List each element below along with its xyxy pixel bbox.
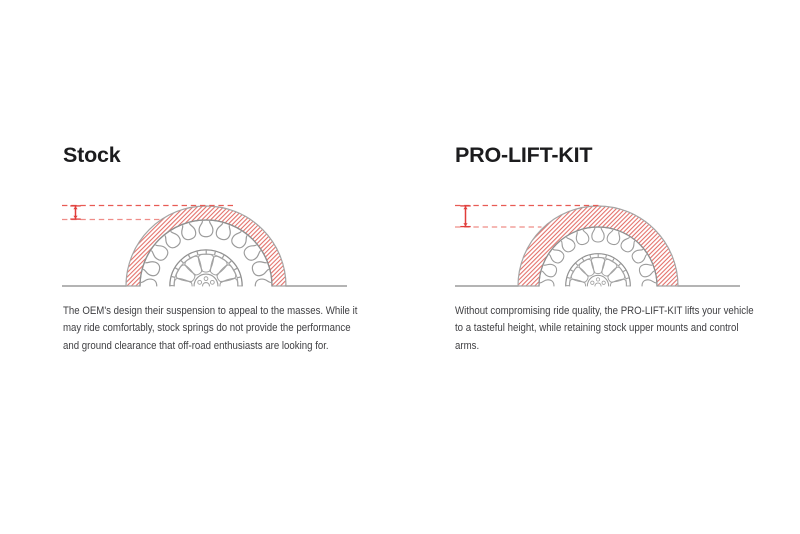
- stock-gap-measure-icon: [70, 206, 80, 219]
- pro-description-line-2: to a tasteful height, while retaining stock upper mounts and control: [455, 322, 739, 335]
- stock-description-line-1: The OEM's design their suspension to appeal to the masses. While it: [63, 305, 358, 317]
- stock-description-line-2: may ride comfortably, stock springs do not provide the performance: [63, 322, 351, 335]
- stock-panel-title: Stock: [63, 143, 121, 167]
- pro-lift-kit-panel-description: [455, 303, 754, 355]
- pro-description-line-1: Without compromising ride quality, the PRO-LIFT-KIT lifts your vehicle: [455, 305, 754, 317]
- pro-gap-measure-icon: [460, 206, 470, 227]
- stock-description-line-3: and ground clearance that off-road enthusiasts are looking for.: [63, 339, 329, 352]
- stock-panel-description: [63, 303, 357, 355]
- pro-lift-kit-panel-title: PRO-LIFT-KIT: [455, 143, 593, 167]
- pro-description-line-3: arms.: [455, 339, 480, 352]
